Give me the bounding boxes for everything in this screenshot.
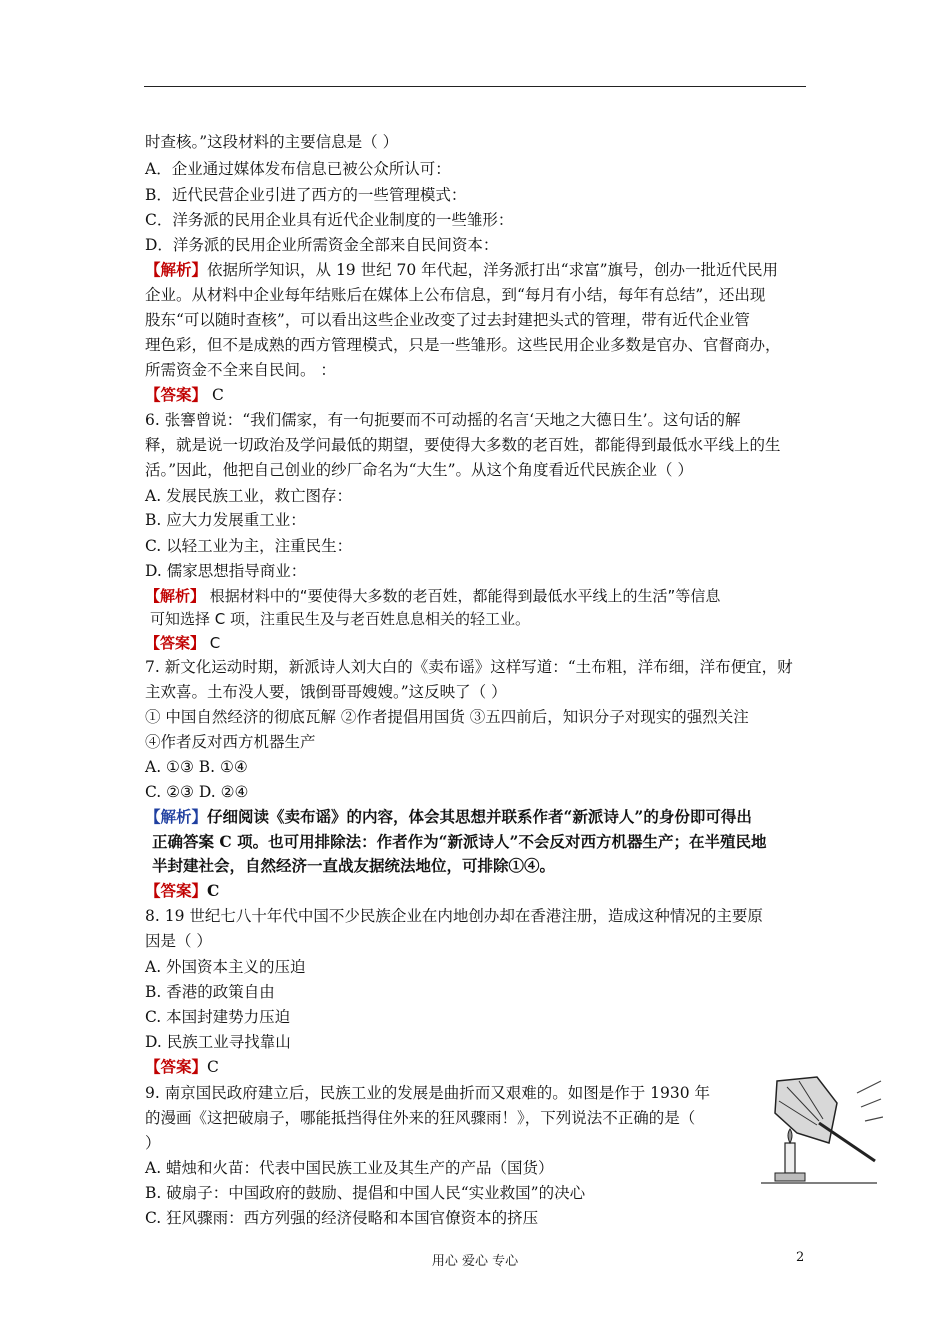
- line-text: B．近代民营企业引进了西方的一些管理模式：: [145, 186, 467, 204]
- text-line: [145, 1108, 695, 1128]
- section-tag: 【答案】: [145, 1057, 208, 1076]
- section-tag: 【解析】: [145, 260, 208, 279]
- line-text: C. ②③ D. ②④: [145, 783, 249, 801]
- text-line: [145, 185, 466, 205]
- line-text: A. 蜡烛和火苗：代表中国民族工业及其生产的产品（国货）: [145, 1159, 554, 1177]
- text-line: [145, 1057, 219, 1077]
- line-text: C. 狂风骤雨：西方列强的经济侵略和本国官僚资本的挤压: [145, 1209, 539, 1227]
- cartoon-image: [757, 1073, 883, 1193]
- line-text: 正确答案 C 项。也可用排除法：作者作为“新派诗人”不会反对西方机器生产；在半殖民地: [152, 832, 767, 851]
- line-text: C: [207, 386, 224, 404]
- text-line: [145, 1032, 291, 1052]
- text-line: [145, 682, 507, 702]
- text-line: [145, 807, 752, 827]
- text-line: [145, 435, 781, 455]
- header-rule: [144, 86, 806, 87]
- line-text: D. 民族工业寻找靠山: [145, 1033, 291, 1051]
- section-tag: 【解析】: [145, 587, 206, 605]
- line-text: C. 本国封建势力压迫: [145, 1008, 291, 1026]
- text-line: [145, 285, 765, 305]
- text-line: [145, 235, 498, 255]
- line-text: A. 发展民族工业，救亡图存：: [145, 487, 353, 505]
- line-text: A. ①③ B. ①④: [145, 758, 248, 776]
- text-line: [145, 536, 352, 556]
- text-line: [145, 586, 720, 606]
- line-text: 释，就是说一切政治及学问最低的期望，要使得大多数的老百姓，都能得到最低水平线上的生: [145, 436, 781, 454]
- section-tag: 【答案】: [145, 634, 206, 652]
- text-line: [145, 1158, 554, 1178]
- text-line: [145, 757, 248, 777]
- line-text: 7. 新文化运动时期，新派诗人刘大白的《卖布谣》这样写道：“土布粗，洋布细，洋布便宜，财: [145, 658, 793, 676]
- line-text: ① 中国自然经济的彻底瓦解 ②作者提倡用国货 ③五四前后，知识分子对现实的强烈关注: [145, 708, 749, 726]
- line-text: ④作者反对西方机器生产: [145, 733, 316, 751]
- text-line: [145, 385, 224, 405]
- line-text: 依据所学知识，从 19 世纪 70 年代起，洋务派打出“求富”旗号，创办一批近代民用: [207, 261, 779, 279]
- text-line: [145, 486, 352, 506]
- text-line: [145, 360, 336, 380]
- line-text: 所需资金不全来自民间。 ：: [145, 361, 336, 379]
- line-text: C: [207, 881, 220, 900]
- text-line: [145, 982, 275, 1002]
- text-line: [145, 1083, 710, 1103]
- line-text: 因是（ ）: [145, 932, 212, 950]
- text-line: [145, 1183, 585, 1203]
- line-text: 企业。从材料中企业每年结账后在媒体上公布信息，到“每月有小结，每年有总结”，还出现: [145, 286, 766, 304]
- line-text: C: [207, 1058, 219, 1076]
- line-text: 主欢喜。土布没人要，饿倒哥哥嫂嫂。”这反映了（ ）: [145, 683, 507, 701]
- line-text: 8. 19 世纪七八十年代中国不少民族企业在内地创办却在香港注册，造成这种情况的主要原: [145, 907, 763, 925]
- line-text: ）: [145, 1134, 161, 1152]
- line-text: 9. 南京国民政府建立后，民族工业的发展是曲折而又艰难的。如图是作于 1930 年: [145, 1084, 711, 1102]
- text-line: [152, 856, 555, 876]
- line-text: B. 破扇子：中国政府的鼓励、提倡和中国人民“实业救国”的决心: [145, 1184, 586, 1202]
- section-tag: 【解析】: [145, 807, 208, 826]
- text-line: [145, 931, 212, 951]
- line-text: 股东“可以随时查核”，可以看出这些企业改变了过去封建把头式的管理，带有近代企业管: [145, 311, 750, 329]
- line-text: 的漫画《这把破扇子，哪能抵挡得住外来的狂风骤雨！》，下列说法不正确的是（: [145, 1109, 696, 1127]
- line-text: B. 香港的政策自由: [145, 983, 275, 1001]
- text-line: [150, 609, 530, 629]
- text-line: [145, 561, 306, 581]
- text-line: [145, 460, 693, 480]
- text-line: [145, 1007, 290, 1027]
- text-line: [145, 159, 451, 179]
- line-text: D．洋务派的民用企业所需资金全部来自民间资本：: [145, 236, 499, 254]
- text-line: [145, 732, 316, 752]
- line-text: 活。”因此，他把自己创业的纱厂命名为“大生”。从这个角度看近代民族企业（ ）: [145, 461, 693, 479]
- line-text: C. 以轻工业为主，注重民生：: [145, 537, 353, 555]
- section-tag: 【答案】: [145, 881, 208, 900]
- text-line: [145, 310, 750, 330]
- line-text: 根据材料中的“要使得大多数的老百姓，都能得到最低水平线上的生活”等信息: [205, 587, 721, 605]
- text-line: [145, 657, 793, 677]
- text-line: [145, 260, 778, 280]
- line-text: 时查核。”这段材料的主要信息是（ ）: [145, 133, 399, 151]
- text-line: [145, 707, 749, 727]
- line-text: B. 应大力发展重工业：: [145, 511, 306, 529]
- text-line: [145, 906, 763, 926]
- section-tag: 【答案】: [145, 385, 208, 404]
- line-text: 理色彩，但不是成熟的西方管理模式，只是一些雏形。这些民用企业多数是官办、官督商办，: [145, 336, 781, 354]
- text-line: [145, 210, 513, 230]
- text-line: [145, 410, 741, 430]
- line-text: D. 儒家思想指导商业：: [145, 562, 307, 580]
- page-footer: 用心 爱心 专心: [431, 1254, 519, 1269]
- text-line: [145, 510, 306, 530]
- page-number: 2: [796, 1250, 805, 1265]
- text-line: [145, 1133, 161, 1153]
- line-text: A．企业通过媒体发布信息已被公众所认可：: [145, 160, 451, 178]
- line-text: 可知选择 C 项，注重民生及与老百姓息息相关的轻工业。: [150, 610, 531, 628]
- text-line: [145, 633, 220, 653]
- line-text: 6. 张謇曾说：“我们儒家，有一句扼要而不可动摇的名言‘天地之大德日生’。这句话的解: [145, 411, 741, 429]
- text-line: [145, 335, 781, 355]
- line-text: C: [205, 634, 221, 652]
- text-line: [145, 782, 248, 802]
- text-line: [152, 832, 766, 852]
- line-text: A. 外国资本主义的压迫: [145, 958, 306, 976]
- line-text: 半封建社会，自然经济一直战友据统法地位，可排除①④。: [152, 856, 556, 875]
- text-line: [145, 132, 398, 152]
- text-line: [145, 1208, 538, 1228]
- text-line: [145, 957, 306, 977]
- line-text: 仔细阅读《卖布谣》的内容，体会其思想并联系作者“新派诗人”的身份即可得出: [207, 807, 752, 826]
- text-line: [145, 881, 219, 901]
- line-text: C．洋务派的民用企业具有近代企业制度的一些雏形：: [145, 211, 514, 229]
